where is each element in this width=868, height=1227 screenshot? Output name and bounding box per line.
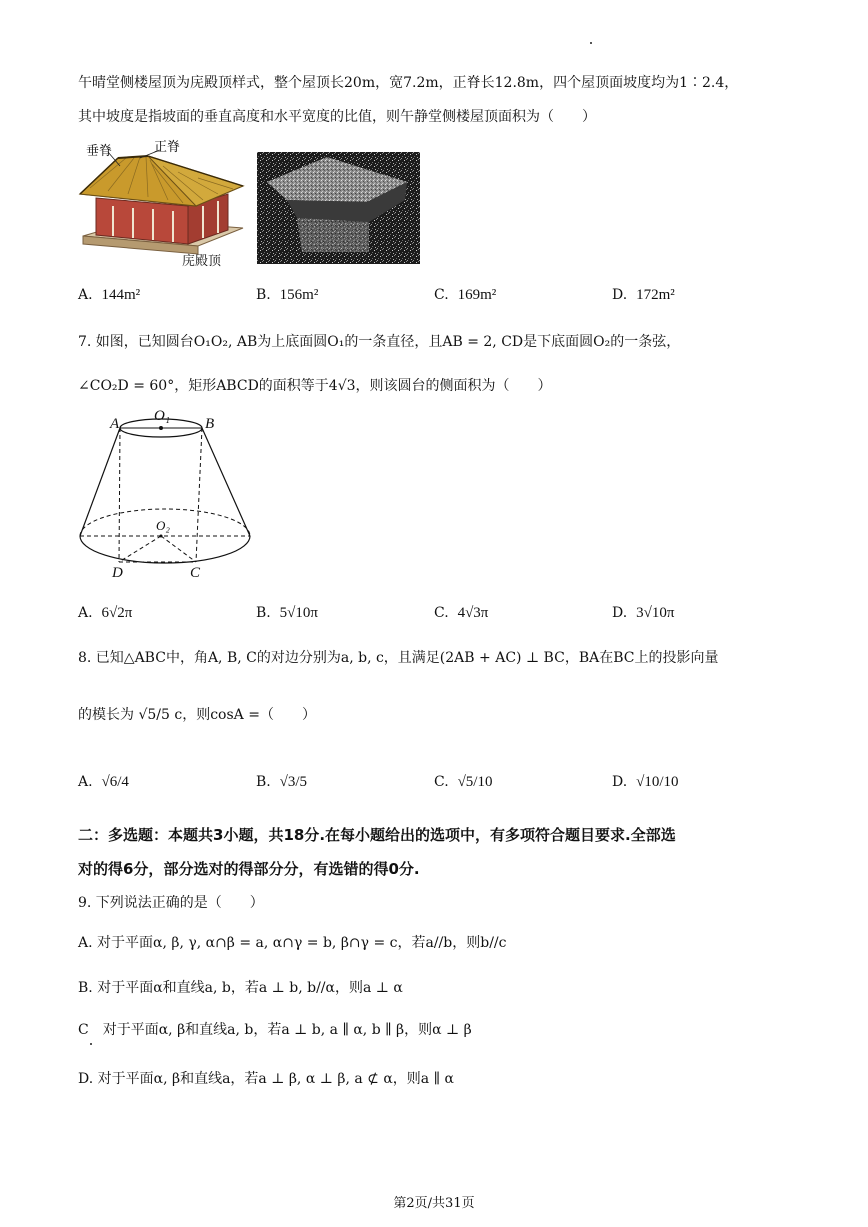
section2-heading-line1: 二：多选题：本题共3小题，共18分.在每小题给出的选项中，有多项符合题目要求.全部选	[78, 826, 676, 844]
wudian-roof-illustration	[78, 136, 248, 271]
scan-dot	[590, 42, 592, 44]
q9-option-b[interactable]: B. 对于平面α和直线a, b，若a ⊥ b, b//α，则a ⊥ α	[78, 980, 403, 996]
label-chuiji: 垂脊	[86, 144, 113, 159]
q7-option-a[interactable]: A. 6√2π	[78, 605, 133, 621]
frustum-figure	[72, 408, 262, 587]
q8-option-c[interactable]: C. √5/10	[434, 774, 493, 790]
q6-stem-line1: 午晴堂侧楼屋顶为庑殿顶样式，整个屋顶长20m，宽7.2m，正脊长12.8m，四个屋顶面坡度均为1∶2.4，	[78, 75, 739, 91]
scan-dot-2	[90, 1043, 92, 1045]
fig-label-c: C	[190, 565, 201, 581]
q7-stem-line2: ∠CO₂D = 60°，矩形ABCD的面积等于4√3，则该圆台的侧面积为（ ）	[78, 378, 552, 394]
q6-stem-line2: 其中坡度是指坡面的垂直高度和水平宽度的比值，则午静堂侧楼屋顶面积为（ ）	[78, 109, 596, 125]
q6-option-c[interactable]: C. 169m²	[434, 287, 497, 303]
q8-stem-line1: 8. 已知△ABC中，角A, B, C的对边分别为a, b, c，且满足(2AB + AC) ⊥ BC，BA在BC上的投影向量	[78, 650, 719, 666]
q6-option-a[interactable]: A. 144m²	[78, 287, 141, 303]
q8-stem-line2: 的模长为 √5/5 c，则cosA =（ ）	[78, 707, 316, 723]
fig-label-d: D	[112, 565, 123, 581]
fig-label-b: B	[205, 416, 215, 432]
fig-label-a: A	[110, 416, 120, 432]
label-zhengji: 正脊	[154, 140, 181, 155]
q6-option-b[interactable]: B. 156m²	[256, 287, 319, 303]
q9-stem: 9. 下列说法正确的是（ ）	[78, 895, 264, 911]
label-wudianding: 庑殿顶	[182, 254, 222, 269]
fig-label-o1: O₁	[154, 408, 171, 424]
page-footer: 第2页/共31页	[393, 1196, 475, 1211]
q6-option-d[interactable]: D. 172m²	[612, 287, 675, 303]
q7-stem-line1: 7. 如图，已知圆台O₁O₂, AB为上底面圆O₁的一条直径，且AB = 2, CD是下底面圆O₂的一条弦，	[78, 334, 681, 350]
q7-option-c[interactable]: C. 4√3π	[434, 605, 489, 621]
q8-option-a[interactable]: A. √6/4	[78, 774, 129, 790]
roof-photo	[257, 152, 420, 264]
q8-option-d[interactable]: D. √10/10	[612, 774, 679, 790]
q9-option-a[interactable]: A. 对于平面α, β, γ, α∩β = a, α∩γ = b, β∩γ = c，若a//b，则b//c	[78, 935, 507, 951]
q9-option-d[interactable]: D. 对于平面α, β和直线a，若a ⊥ β, α ⊥ β, a ⊄ α，则a ∥ α	[78, 1071, 454, 1087]
q7-option-d[interactable]: D. 3√10π	[612, 605, 675, 621]
q7-option-b[interactable]: B. 5√10π	[256, 605, 318, 621]
section2-heading-line2: 对的得6分，部分选对的得部分分，有选错的得0分.	[78, 860, 420, 878]
q8-option-b[interactable]: B. √3/5	[256, 774, 308, 790]
fig-label-o2: O₂	[156, 518, 170, 533]
q9-option-c[interactable]: C 对于平面α, β和直线a, b，若a ⊥ b, a ∥ α, b ∥ β，则α ⊥ β	[78, 1022, 472, 1038]
